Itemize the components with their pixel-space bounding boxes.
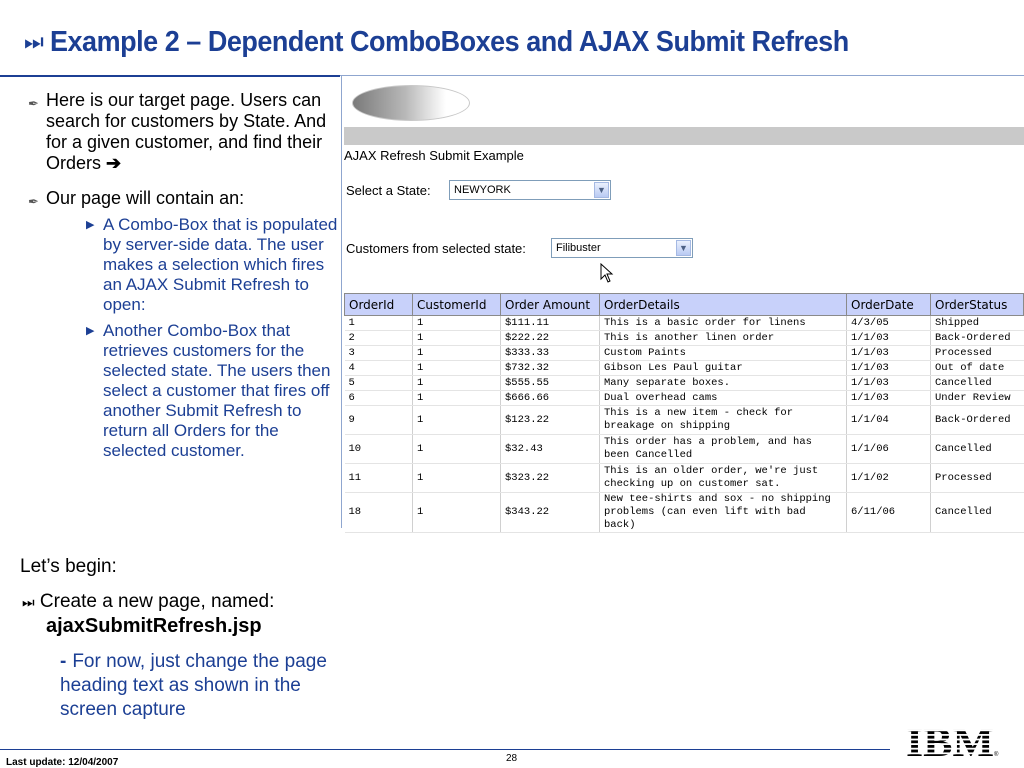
table-cell: Cancelled [931, 435, 1024, 464]
customers-label: Customers from selected state: [346, 241, 526, 256]
table-cell: 18 [345, 493, 413, 533]
pen-nib-icon: ✒ [28, 194, 39, 209]
create-page-step [22, 590, 274, 638]
bullet-target-page [28, 90, 338, 174]
table-cell: $555.55 [501, 376, 600, 391]
column-header[interactable]: Order Amount [501, 294, 600, 316]
table-cell: $333.33 [501, 346, 600, 361]
table-cell: Gibson Les Paul guitar [600, 361, 847, 376]
gradient-pill-graphic [352, 85, 470, 121]
table-cell: This is a new item - check for breakage on shipping [600, 406, 847, 435]
table-row [345, 346, 1024, 361]
table-cell: $222.22 [501, 331, 600, 346]
table-cell: Back-Ordered [931, 406, 1024, 435]
table-cell: Many separate boxes. [600, 376, 847, 391]
triangle-bullet-icon: ▶ [86, 325, 95, 337]
table-cell: This order has a problem, and has been Cancelled [600, 435, 847, 464]
slide-title: Example 2 – Dependent ComboBoxes and AJAX Submit Refresh [49, 25, 849, 58]
table-cell: $732.32 [501, 361, 600, 376]
table-cell: $111.11 [501, 316, 600, 331]
table-cell: 1/1/04 [847, 406, 931, 435]
table-cell: $666.66 [501, 391, 600, 406]
svg-text:®: ® [994, 752, 999, 758]
lets-begin: Let’s begin: [20, 556, 117, 577]
slide-title-row [24, 22, 909, 62]
sub-bullet-text: A Combo-Box that is populated by server-side data. The user makes a selection which fires an AJAX Submit Refresh to open: [103, 215, 338, 314]
table-cell: 1 [413, 406, 501, 435]
column-header[interactable]: OrderStatus [931, 294, 1024, 316]
for-now-note [60, 650, 330, 722]
table-cell: 1/1/03 [847, 376, 931, 391]
create-text: Create a new page, named: [39, 591, 275, 612]
title-rule-thin [340, 75, 1024, 76]
table-row [345, 391, 1024, 406]
last-update: Last update: 12/04/2007 [6, 757, 119, 768]
dash-bullet: - [60, 651, 67, 672]
orders-table-body [345, 316, 1024, 533]
table-cell: 1/1/02 [847, 464, 931, 493]
state-combobox[interactable] [449, 180, 611, 200]
table-cell: $123.22 [501, 406, 600, 435]
orders-table [344, 293, 1024, 533]
table-row [345, 316, 1024, 331]
customer-value: Filibuster [556, 242, 601, 254]
table-cell: Shipped [931, 316, 1024, 331]
table-cell: Processed [931, 346, 1024, 361]
table-cell: 4/3/05 [847, 316, 931, 331]
bullet1-text: Here is our target page. Users can search for customers by State. And for a given customer, and find their Orders [46, 90, 327, 173]
table-cell: 11 [345, 464, 413, 493]
table-cell: 1/1/03 [847, 391, 931, 406]
table-cell: 1 [413, 316, 501, 331]
customer-combobox[interactable] [551, 238, 693, 258]
skip-forward-icon: ⏭ [22, 594, 35, 610]
sub-bullet-text: Another Combo-Box that retrieves customers for the selected state. The users then select a customer that fires off another Submit Refresh to return all Orders for the selected customer. [103, 321, 331, 460]
table-row [345, 361, 1024, 376]
column-header[interactable]: CustomerId [413, 294, 501, 316]
column-header[interactable]: OrderDetails [600, 294, 847, 316]
table-cell: 1 [413, 346, 501, 361]
column-header[interactable]: OrderId [345, 294, 413, 316]
table-row [345, 464, 1024, 493]
table-cell: 1/1/06 [847, 435, 931, 464]
for-now-text: For now, just change the page heading text as shown in the screen capture [60, 651, 327, 720]
chevron-down-icon[interactable]: ▼ [676, 240, 691, 256]
mouse-cursor-icon [600, 263, 614, 285]
table-row [345, 376, 1024, 391]
table-cell: $32.43 [501, 435, 600, 464]
table-row [345, 493, 1024, 533]
table-cell: Cancelled [931, 376, 1024, 391]
table-cell: 9 [345, 406, 413, 435]
left-column [28, 90, 338, 475]
embedded-screenshot [344, 80, 1024, 531]
table-cell: Cancelled [931, 493, 1024, 533]
bullet2-text: Our page will contain an: [46, 188, 245, 208]
chevron-down-icon[interactable]: ▼ [594, 182, 609, 198]
table-cell: Under Review [931, 391, 1024, 406]
table-cell: 1 [413, 376, 501, 391]
table-cell: This is an older order, we're just checking up on customer sat. [600, 464, 847, 493]
table-cell: 4 [345, 361, 413, 376]
table-cell: 1/1/03 [847, 346, 931, 361]
title-rule [0, 75, 340, 77]
column-header[interactable]: OrderDate [847, 294, 931, 316]
table-cell: 2 [345, 331, 413, 346]
table-cell: $343.22 [501, 493, 600, 533]
table-header-row [345, 294, 1024, 316]
table-cell: Out of date [931, 361, 1024, 376]
table-cell: 1 [413, 493, 501, 533]
table-cell: Custom Paints [600, 346, 847, 361]
table-cell: Processed [931, 464, 1024, 493]
table-cell: This is another linen order [600, 331, 847, 346]
table-cell: 1/1/03 [847, 361, 931, 376]
table-cell: 1 [413, 331, 501, 346]
table-cell: Back-Ordered [931, 331, 1024, 346]
footer-rule [0, 749, 890, 750]
table-cell: 10 [345, 435, 413, 464]
table-cell: New tee-shirts and sox - no shipping problems (can even lift with bad back) [600, 493, 847, 533]
table-cell: 1 [413, 361, 501, 376]
table-cell: 5 [345, 376, 413, 391]
sub-bullet-item [86, 215, 338, 315]
pen-nib-icon: ✒ [28, 96, 39, 111]
state-label: Select a State: [346, 183, 431, 198]
table-cell: 3 [345, 346, 413, 361]
table-cell: 1 [413, 435, 501, 464]
file-name: ajaxSubmitRefresh.jsp [46, 615, 262, 637]
table-cell: 1 [345, 316, 413, 331]
page-number: 28 [506, 753, 518, 764]
arrow-right-icon: ➔ [106, 153, 122, 173]
state-value: NEWYORK [454, 184, 511, 196]
table-cell: $323.22 [501, 464, 600, 493]
triangle-bullet-icon: ▶ [86, 219, 95, 231]
skip-forward-icon: ⏭ [24, 29, 44, 54]
ibm-logo [906, 722, 1000, 760]
svg-text:IBM: IBM [906, 722, 994, 760]
app-title: AJAX Refresh Submit Example [344, 148, 524, 163]
table-row [345, 331, 1024, 346]
page-header-bar [344, 127, 1024, 145]
table-cell: 1 [413, 391, 501, 406]
table-cell: 6/11/06 [847, 493, 931, 533]
table-cell: Dual overhead cams [600, 391, 847, 406]
table-cell: 6 [345, 391, 413, 406]
column-divider [341, 76, 342, 528]
sub-bullet-list [86, 215, 338, 461]
table-cell: 1/1/03 [847, 331, 931, 346]
table-cell: This is a basic order for linens [600, 316, 847, 331]
bullet-page-contains [28, 188, 338, 461]
table-row [345, 435, 1024, 464]
sub-bullet-item [86, 321, 338, 461]
table-cell: 1 [413, 464, 501, 493]
table-row [345, 406, 1024, 435]
